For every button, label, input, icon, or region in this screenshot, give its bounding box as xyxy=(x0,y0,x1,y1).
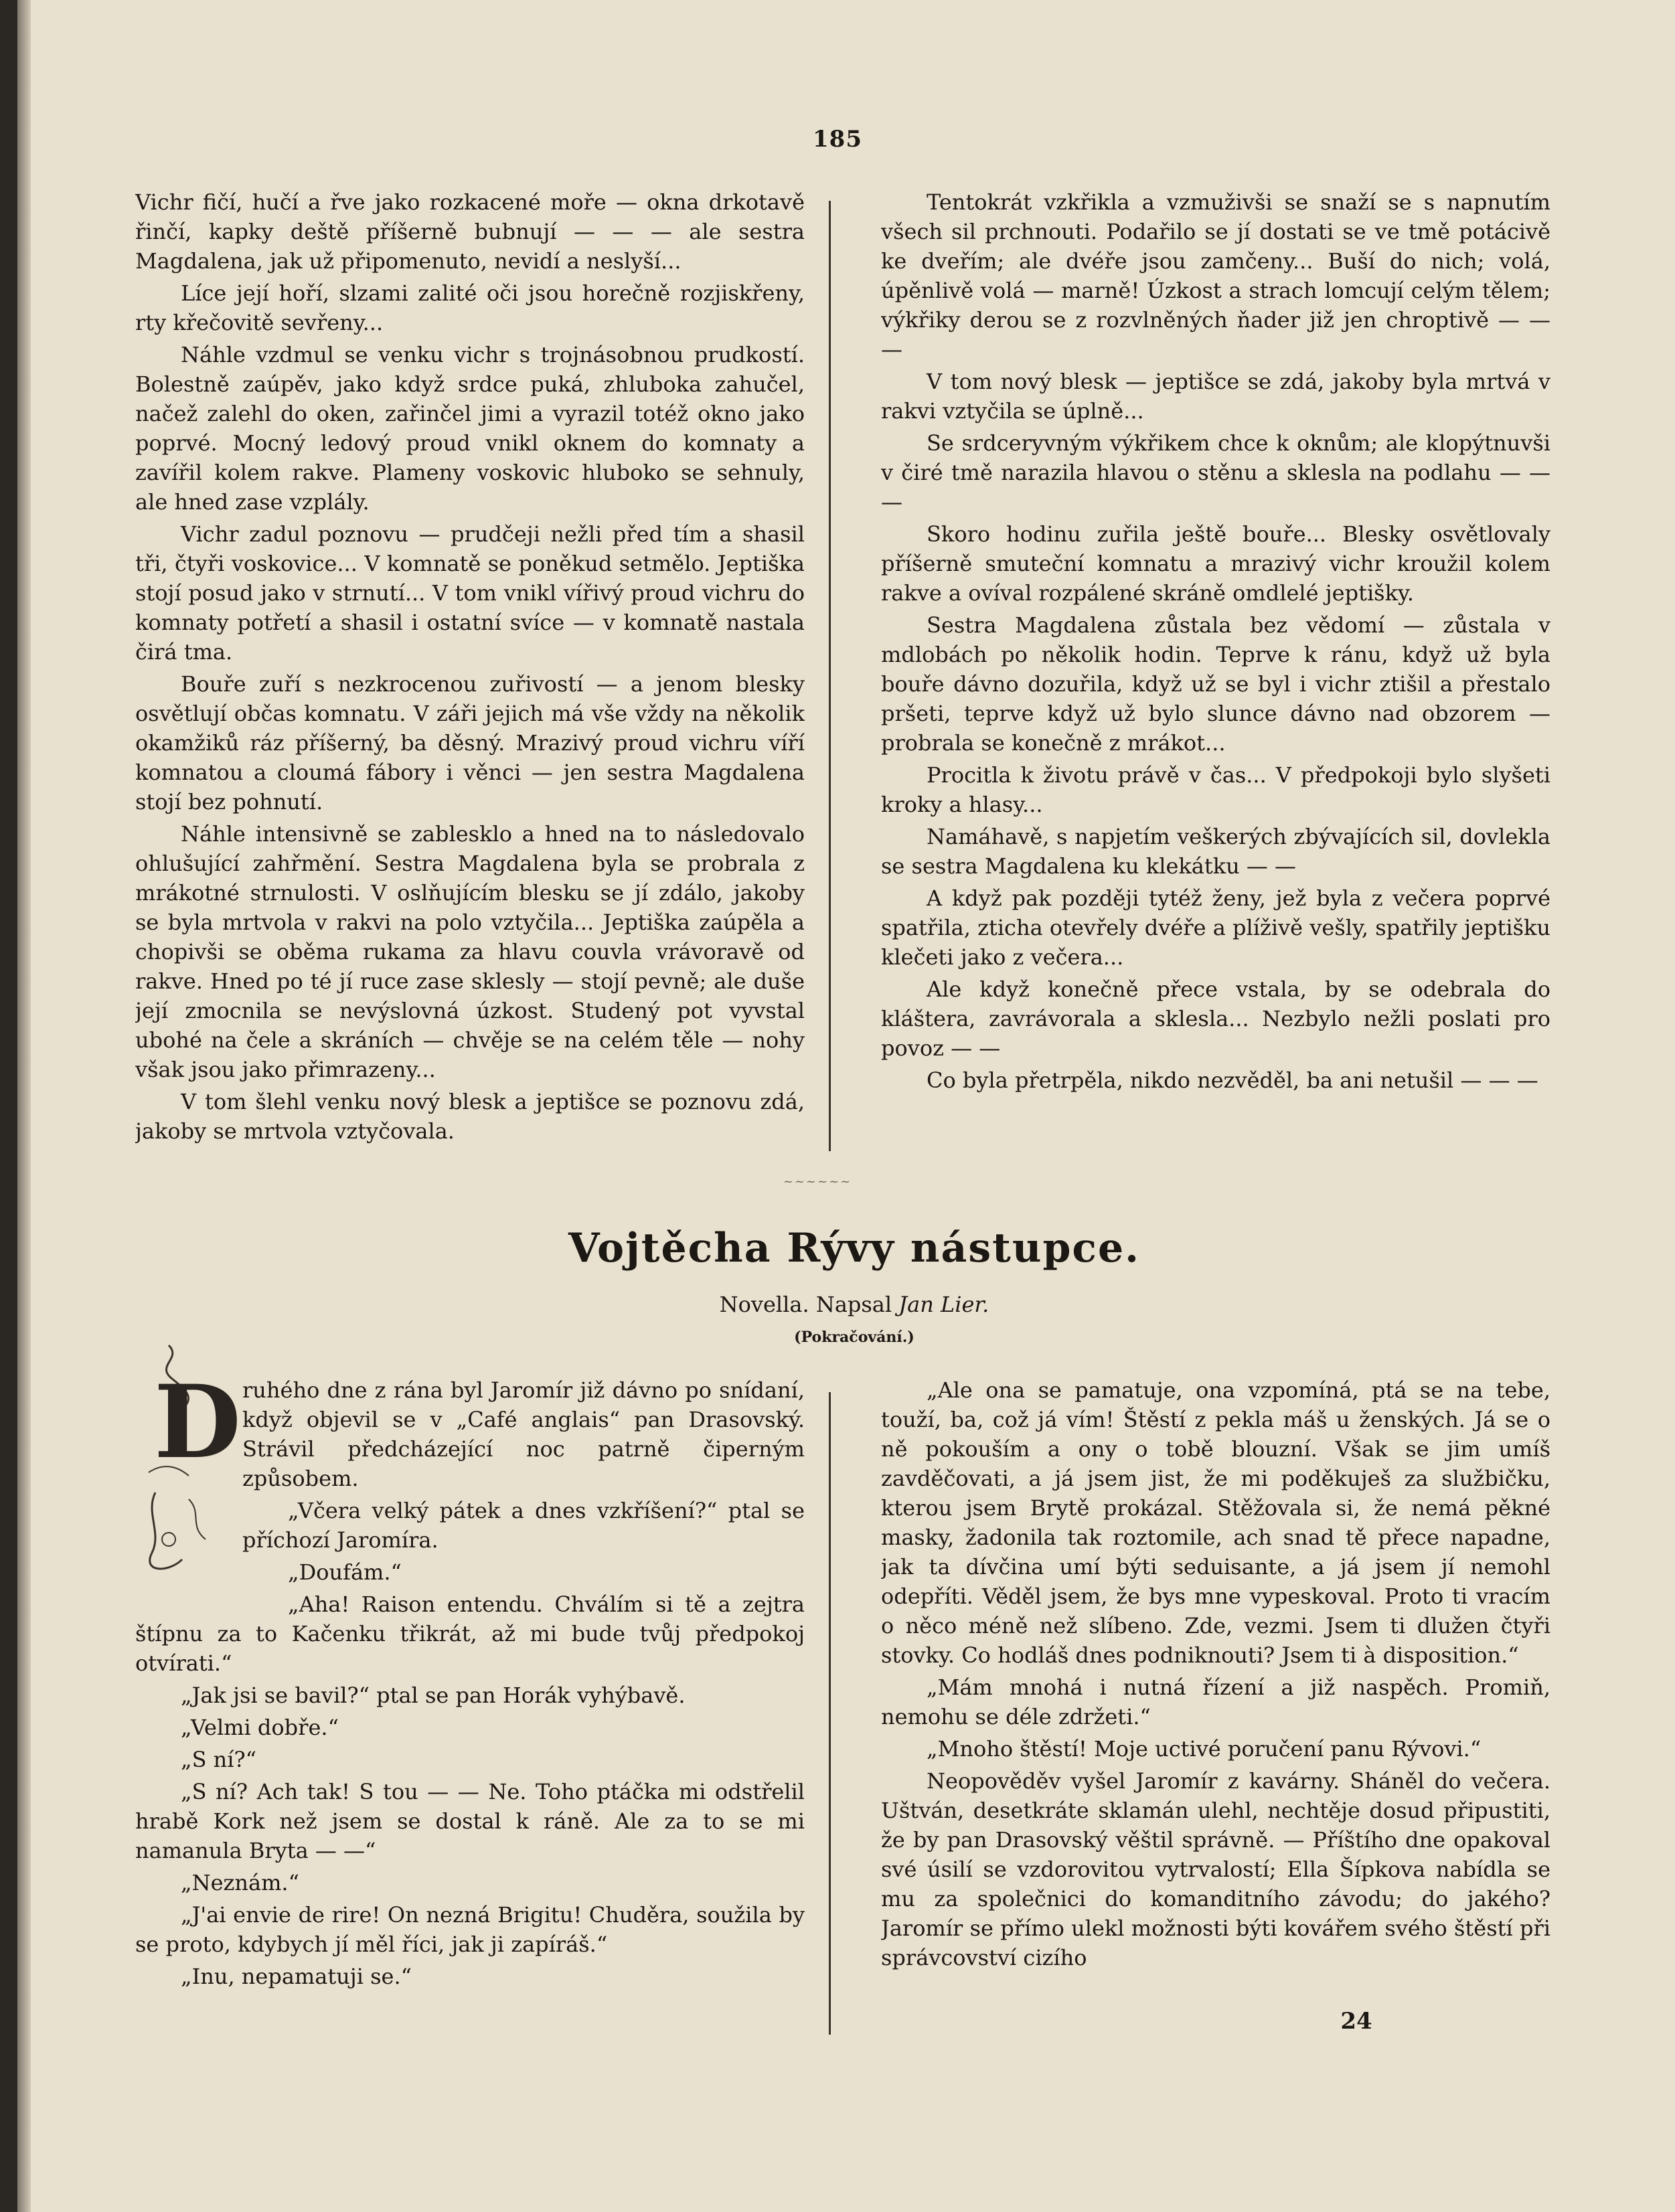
paragraph: „Ale ona se pamatuje, ona vzpomíná, ptá se na tebe, touží, ba, což já vím! Štěstí z pekla máš u ženských. Já se o ně pokouším a ony o tobě blouzní. Však se jim umíš zavděčovati, a já jsem jist, že mi poděkuješ za službičku, kterou jsem Brytě prokázal. Stěžovala si, že nemá pěkné masky, žadonila tak roztomile, ach snad tě přece napadne, jak ta dívčina umí býti seduisante, a já jsem jí nemohl odepříti. Věděl jsem, že bys mne vypeskoval. Proto ti vracím o něco méně než slíbeno. Zde, vezmi. Jsem ti dlužen čtyři stovky. Co hodláš dnes podniknouti? Jsem ti à disposition.“ xyxy=(881,1377,1550,1668)
paragraph: Bouře zuří s nezkrocenou zuřivostí — a jenom blesky osvětlují občas komnatu. V záři jejich má vše vždy na několik okamžiků ráz příšerný, ba děsný. Mrazivý proud vichru víří komnatou a cloumá fábory i věnci — jen sestra Magdalena stojí bez pohnutí. xyxy=(135,671,805,815)
paragraph: „Jak jsi se bavil?“ ptal se pan Horák vyhýbavě. xyxy=(181,1683,686,1708)
dropcap-space xyxy=(135,1375,242,1603)
paragraph: Skoro hodinu zuřila ještě bouře... Blesky osvětlovaly příšerně smuteční komnatu a mrazivý vichr kroužil kolem rakve a ovíval rozpálené skráně omdlelé jeptišky. xyxy=(881,521,1550,606)
column-divider-bottom xyxy=(829,1392,831,2035)
paragraph: „Doufám.“ xyxy=(288,1559,402,1585)
paragraph: „Aha! Raison entendu. Chválím si tě a zejtra štípnu za to Kačenku třikrát, až mi bude tvůj předpokoj otvírati.“ xyxy=(135,1592,805,1676)
top-left-column xyxy=(135,187,805,1165)
paragraph: „S ní?“ xyxy=(181,1747,257,1772)
continuation-note: (Pokračování.) xyxy=(794,1329,914,1346)
paragraph: Ale když konečně přece vstala, by se odebrala do kláštera, zavrávorala a sklesla... Nezbylo nežli poslati pro povoz — — xyxy=(881,976,1550,1061)
paragraph: „Mnoho štěstí! Moje uctivé poručení panu Rývovi.“ xyxy=(927,1736,1482,1762)
subtitle-prefix: Novella. Napsal xyxy=(719,1292,892,1317)
paragraph: „Mám mnohá i nutná řízení a již naspěch. Promiň, nemohu se déle zdržeti.“ xyxy=(881,1675,1550,1729)
story-title: Vojtěcha Rývy nástupce. xyxy=(568,1225,1141,1272)
paragraph: „Neznám.“ xyxy=(181,1870,299,1895)
top-right-column xyxy=(881,187,1550,1165)
paragraph: „S ní? Ach tak! S tou — — Ne. Toho ptáčka mi odstřelil hrabě Kork než jsem se dostal k ráně. Ale za to se mi namanula Bryta — —“ xyxy=(135,1779,805,1863)
bottom-right-column xyxy=(881,1375,1550,2045)
bottom-left-column xyxy=(135,1375,805,2078)
dropcap-letter: D xyxy=(154,1363,242,1481)
section-ornament: ~~~~~~ xyxy=(783,1175,852,1189)
printer-signature: 24 xyxy=(1340,2008,1372,2035)
story-subtitle xyxy=(486,1292,1222,1317)
paragraph: Vichr fičí, hučí a řve jako rozkacené moře — okna drkotavě řinčí, kapky deště příšerně bubnují — — — ale sestra Magdalena, jak už připomenuto, nevidí a neslyší... xyxy=(135,189,805,274)
paragraph: Co byla přetrpěla, nikdo nezvěděl, ba ani netušil — — — xyxy=(927,1068,1538,1093)
paragraph: Namáhavě, s napjetím veškerých zbývajících sil, dovlekla se sestra Magdalena ku klekátku — — xyxy=(881,824,1550,879)
page-binding-edge xyxy=(17,0,31,2212)
column-divider-top xyxy=(829,201,831,1151)
paragraph: „J'ai envie de rire! On nezná Brigitu! Chuděra, soužila by se proto, kdybych jí měl říci, jak ji zapíráš.“ xyxy=(135,1902,805,1957)
paragraph: A když pak později tytéž ženy, jež byla z večera poprvé spatřila, zticha otevřely dvéře a plíživě vešly, spatřily jeptišku klečeti jako z večera... xyxy=(881,885,1550,970)
paragraph: V tom nový blesk — jeptišce se zdá, jakoby byla mrtvá v rakvi vztyčila se úplně... xyxy=(881,369,1550,424)
paragraph: „Včera velký pátek a dnes vzkříšení?“ ptal se příchozí Jaromíra. xyxy=(242,1498,805,1553)
paragraph: Se srdceryvným výkřikem chce k oknům; ale klopýtnuvši v čiré tmě narazila hlavou o stěnu a sklesla na podlahu — — — xyxy=(881,430,1550,515)
book-page xyxy=(17,0,1675,2212)
paragraph: „Velmi dobře.“ xyxy=(181,1715,339,1740)
paragraph: Náhle intensivně se zablesklo a hned na to následovalo ohlušující zahřmění. Sestra Magdalena byla se probrala z mrákotné strnulosti. V oslňujícím blesku se jí zdálo, jakoby se byla mrtvola v rakvi na polo vztyčila... Jeptiška zaúpěla a chopivši se oběma rukama za hlavu couvla vrávoravě od rakve. Hned po té jí ruce zase sklesly — stojí pevně; ale duše její zmocnila se nevýslovná úzkost. Studený pot vyvstal ubohé na čele a skráních — chvěje se na celém těle — nohy však jsou jako přimrazeny... xyxy=(135,821,805,1082)
paragraph: Náhle vzdmul se venku vichr s trojnásobnou prudkostí. Bolestně zaúpěv, jako když srdce puká, zhluboka zahučel, načež zalehl do oken, zařinčel jimi a vyrazil totéž okno jako poprvé. Mocný ledový proud vnikl oknem do komnaty a zavířil kolem rakve. Plameny voskovic hluboko se sehnuly, ale hned zase vzplály. xyxy=(135,342,805,515)
paragraph: V tom šlehl venku nový blesk a jeptišce se poznovu zdá, jakoby se mrtvola vztyčovala. xyxy=(135,1089,805,1144)
paragraph: ruhého dne z rána byl Jaromír již dávno po snídaní, když objevil se v „Café anglais“ pan Drasovský. Strávil předcházející noc patrně čiperným způsobem. xyxy=(242,1377,805,1491)
paragraph: Neopověděv vyšel Jaromír z kavárny. Sháněl do večera. Uštván, desetkráte sklamán ulehl, nechtěje dosud připustiti, že by pan Drasovský věštil správně. — Příštího dne opakoval své úsilí se vzdorovitou vytrvalostí; Ella Šípkova nabídla se mu za společnici do komanditního závodu; do jakého? Jaromír se přímo ulekl možnosti býti kovářem svého štěstí při správcovství cizího xyxy=(881,1768,1550,1970)
paragraph: Procitla k životu právě v čas... V předpokoji bylo slyšeti kroky a hlasy... xyxy=(881,762,1550,817)
paragraph: Sestra Magdalena zůstala bez vědomí — zůstala v mdlobách po několik hodin. Teprve k ránu, když už byla bouře dávno dozuřila, když už se byl i vichr ztišil a přestalo pršeti, teprve když už bylo slunce dávno nad obzorem — probrala se konečně z mrákot... xyxy=(881,612,1550,756)
page-number: 185 xyxy=(813,126,862,153)
paragraph: Vichr zadul poznovu — prudčeji nežli před tím a shasil tři, čtyři voskovice... V komnatě se poněkud setmělo. Jeptiška stojí posud jako v strnutí... V tom vnikl vířivý proud vichru do komnaty potřetí a shasil i ostatní svíce — v komnatě nastala čirá tma. xyxy=(135,521,805,665)
paragraph: Líce její hoří, slzami zalité oči jsou horečně rozjiskřeny, rty křečovitě sevřeny... xyxy=(135,280,805,335)
paragraph: „Inu, nepamatuji se.“ xyxy=(181,1964,412,1989)
author-name: Jan Lier. xyxy=(898,1292,989,1317)
paragraph: Tentokrát vzkřikla a vzmuživši se snaží se s napnutím všech sil prchnouti. Podařilo se jí dostati se ve tmě potácivě ke dveřím; ale dvéře jsou zamčeny... Buší do nich; volá, úpěnlivě volá — marně! Úzkost a strach lomcují celým tělem; výkřiky derou se z rozvlněných ňader již jen chroptivě — — — xyxy=(881,189,1550,362)
